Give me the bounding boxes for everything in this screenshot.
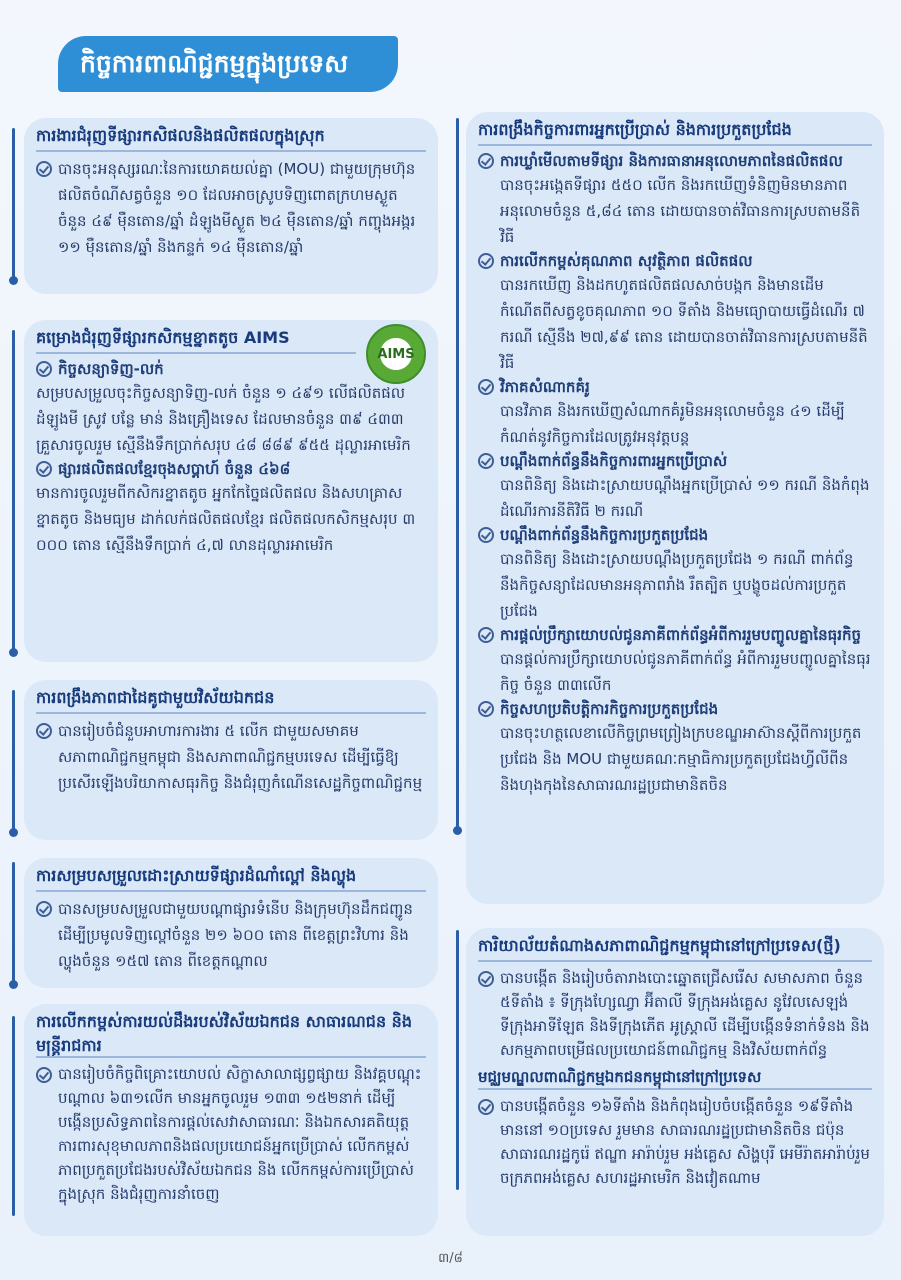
right-timeline-rail (456, 930, 459, 1190)
subsection-body: បានចុះអង្កេតទីផ្សារ ៥៥០ លើក និងរកឃើញទំនិញមិនមានភាពអនុលោមចំនួន ៥,៨៤ តោន ដោយបានចាត់វិធានការស្របតាមនីតិវិធី (500, 176, 861, 246)
left-timeline-dot (9, 648, 18, 657)
subsection-title (478, 698, 872, 720)
list-item (478, 1094, 872, 1190)
check-circle-icon (36, 461, 52, 477)
right-timeline-dot (453, 826, 462, 835)
subsection-title (478, 450, 872, 472)
list-item (36, 156, 426, 260)
check-circle-icon (478, 971, 494, 987)
section-heading: ការិយាល័យតំណាងសភាពាណិជ្ជកម្មកម្ពុជានៅក្រៅប្រទេស(ថ្មី) (478, 934, 872, 962)
page-number: ៣/៨ (438, 1251, 463, 1266)
subsection-title-text: ផ្សារផលិតផលខ្មែរចុងសប្ដាហ៍ ចំនួន ៤៦៨ (58, 460, 291, 478)
subsection-body: បានចុះហត្ថលេខាលើកិច្ចព្រមព្រៀងក្របខណ្ឌអាស៊ានស្ដីពីការប្រកួតប្រជែង និង MOU ជាមួយគណៈកម្មាធិការប្រកួតប្រជែងហ្វីលីពីន និងហុងកុងនៃសាធារណរដ្ឋប្រជាមានិតចិន (500, 724, 862, 794)
check-circle-icon (478, 1099, 494, 1115)
subsection-body: បានវិភាគ និងរកឃើញសំណាកគំរូមិនអនុលោមចំនួន ៤១ ដើម្បីកំណត់នូវកិច្ចការដែលត្រូវអនុវត្តបន្ត (500, 402, 845, 446)
left-timeline-dot (9, 276, 18, 285)
section-local-market-promotion (24, 118, 438, 294)
item-text: បានចុះអនុស្សរណៈនៃការយោគយល់គ្នា (MOU) ជាមួយក្រុមហ៊ុនផលិតចំណីសត្វចំនួន ១០ ដែលអាចស្រូបទិញពោតក្រហមស្ងួតចំនួន ៤៩ ម៉ឺនតោន/ឆ្នាំ ដំឡូងមីស្ងួត ២៤ ម៉ឺនតោន/ឆ្នាំ កញ្ចុងអង្ករ ១១ ម៉ឺនតោន/ឆ្នាំ និងកន្ទក់ ១៤ ម៉ឺនតោន/ឆ្នាំ (58, 160, 416, 256)
subsection-heading: មជ្ឈមណ្ឌលពាណិជ្ជកម្មឯកជនកម្ពុជានៅក្រៅប្រទេស (478, 1066, 872, 1090)
left-timeline-rail (12, 690, 15, 830)
item-text: បានសម្របសម្រួលជាមួយបណ្ដាផ្សារទំនើប និងក្រុមហ៊ុនដឹកជញ្ជូនដើម្បីប្រមូលទិញល្ពៅចំនួន ២១ ៦០០ តោន ពីខេត្តព្រះវិហារ និងល្ហុងចំនួន ១៥៧ តោន ពីខេត្តកណ្ដាល (58, 900, 413, 970)
section-awareness-raising (24, 1004, 438, 1236)
subsection-title (36, 458, 426, 480)
check-circle-icon (36, 1067, 52, 1083)
section-heading: ការសម្របសម្រួលដោះស្រាយទីផ្សារដំណាំល្ពៅ និងល្ហុង (36, 864, 426, 892)
left-timeline-rail (12, 330, 15, 650)
section-heading: ការពង្រឹងកិច្ចការពារអ្នកប្រើប្រាស់ និងការប្រកួតប្រជែង (478, 118, 872, 146)
page-title: កិច្ចការពាណិជ្ជកម្មក្នុងប្រទេស (58, 36, 398, 92)
section-heading: ការលើកកម្ពស់ការយល់ដឹងរបស់វិស័យឯកជន សាធារណជន និងមន្ត្រីរាជការ (36, 1010, 426, 1058)
subsection-body: បានពិនិត្យ និងដោះស្រាយបណ្ដឹងប្រកួតប្រជែង ១ ករណី ពាក់ព័ន្ធនឹងកិច្ចសន្យាដែលមានអនុភាពរាំង រឹតត្បិត ឬបង្ខូចដល់ការប្រកួតប្រជែង (500, 550, 854, 620)
subsection-body: បានផ្ដល់ការប្រឹក្សាយោបល់ជូនភាគីពាក់ព័ន្ធ អំពីការរួមបញ្ចូលគ្នានៃធុរកិច្ច ចំនួន ៣៣លើក (500, 650, 871, 694)
section-private-sector-partnership (24, 680, 438, 840)
subsection-title-text: ការផ្ដល់ប្រឹក្សាយោបល់ជូនភាគីពាក់ព័ន្ធអំពីការរួមបញ្ចូលគ្នានៃធុរកិច្ច (500, 626, 862, 644)
left-timeline-dot (9, 980, 18, 989)
item-text: បានរៀបចំកិច្ចពិគ្រោះយោបល់ សិក្ខាសាលាផ្សព្វផ្សាយ និងវគ្គបណ្ដុះបណ្ដាល ៦៣១លើក មានអ្នកចូលរួម ១៣៣ ១៥២នាក់ ដើម្បីបង្កើនប្រសិទ្ធភាពនៃការផ្ដល់សេវាសាធារណៈ និងឯកសារគតិយុត្ត ការពារសុខុមាលភាពនិងផលប្រយោជន៍អ្នកប្រើប្រាស់ លើកកម្ពស់ភាពប្រកួតប្រជែងរបស់វិស័យឯកជន និង លើកកម្ពស់ការប្រើប្រាស់ក្នុងស្រុក និងជំរុញការនាំចេញ (58, 1065, 422, 1203)
section-aims-project (24, 320, 438, 662)
check-circle-icon (478, 701, 494, 717)
subsection-title-text: បណ្ដឹងពាក់ព័ន្ធនឹងកិច្ចការពារអ្នកប្រើប្រាស់ (500, 452, 728, 470)
subsection-title (478, 150, 872, 172)
item-text: បានបង្កើត និងរៀបចំតារាងបោះឆ្នោតជ្រើសរើស សមាសភាព ចំនួន ៥ទីតាំង ៖ ទីក្រុងហ្សែណ្វា អ៊ីតាលី ទីក្រុងអង់គ្លេស នូវែលសេឡង់ ទីក្រុងអាទីឡែត និងទីក្រុងភើត អូស្ត្រាលី ដើម្បីបង្កើនទំនាក់ទំនង និងសកម្មភាពបម្រើផលប្រយោជន៍ពាណិជ្ជកម្ម និងវិស័យពាក់ព័ន្ធ (500, 969, 870, 1059)
left-timeline-rail (12, 862, 15, 982)
subsection-title (478, 524, 872, 546)
check-circle-icon (478, 253, 494, 269)
subsection-title-text: វិភាគសំណាកគំរូ (500, 378, 590, 396)
section-heading: ការងារជំរុញទីផ្សារកសិផលនិងផលិតផលក្នុងស្រុក (36, 124, 426, 152)
check-circle-icon (478, 379, 494, 395)
subsection-body: មានការចូលរួមពីកសិករខ្នាតតូច អ្នកកែច្នៃផលិតផល និងសហគ្រាសខ្នាតតូច និងមធ្យម ដាក់លក់ផលិតផលខ្មែរ ផលិតផលកសិកម្មសរុប ៣ ០០០ តោន ស្មើនឹងទឹកប្រាក់ ៤,៧ លានដុល្លារអាមេរិក (36, 484, 416, 554)
subsection-body: បានពិនិត្យ និងដោះស្រាយបណ្ដឹងអ្នកប្រើប្រាស់ ១១ ករណី និងកំពុងដំណើរការនីតិវិធី ២ ករណី (500, 476, 870, 520)
left-timeline-rail (12, 1016, 15, 1216)
check-circle-icon (36, 723, 52, 739)
subsection-title-text: ការលើកកម្ពស់គុណភាព សុវត្ថិភាព ផលិតផល (500, 252, 753, 270)
subsection-title-text: បណ្ដឹងពាក់ព័ន្ធនឹងកិច្ចការប្រកួតប្រជែង (500, 526, 709, 544)
check-circle-icon (478, 453, 494, 469)
list-item (36, 1062, 426, 1206)
subsection-title (478, 376, 872, 398)
subsection-title-text: កិច្ចសន្យាទិញ-លក់ (58, 360, 164, 378)
subsection-title-text: ការឃ្លាំមើលតាមទីផ្សារ និងការធានាអនុលោមភាពនៃផលិតផល (500, 152, 843, 170)
check-circle-icon (478, 627, 494, 643)
list-item (478, 966, 872, 1062)
check-circle-icon (36, 361, 52, 377)
left-timeline-rail (12, 128, 15, 278)
check-circle-icon (36, 901, 52, 917)
section-heading: ការពង្រឹងភាពជាដៃគូជាមួយវិស័យឯកជន (36, 686, 426, 714)
subsection-body: បានរកឃើញ និងដកហូតផលិតផលសាច់បង្កក និងមានដើមកំណើតពីសត្វខូចគុណភាព ១០ ទីតាំង និងមធ្យោបាយធ្វើដំណើរ ៧ ករណី ស្មើនឹង ២៧,៩៩ តោន ដោយបានចាត់វិធានការស្របតាមនីតិវិធី (500, 276, 868, 372)
check-circle-icon (36, 161, 52, 177)
subsection-title (478, 624, 872, 646)
right-timeline-rail (456, 118, 459, 828)
list-item (36, 896, 426, 974)
left-timeline-dot (9, 828, 18, 837)
section-consumer-protection-competition (466, 112, 884, 904)
section-heading: គម្រោងជំរុញទីផ្សារកសិកម្មខ្នាតតូច AIMS (36, 326, 356, 354)
check-circle-icon (478, 527, 494, 543)
item-text: បានរៀបចំជំនួបអាហារការងារ ៥ លើក ជាមួយសមាគមសភាពាណិជ្ជកម្មកម្ពុជា និងសភាពាណិជ្ជកម្មបរទេស ដើម្បីធ្វើឱ្យប្រសើរឡើងបរិយាកាសធុរកិច្ច និងជំរុញកំណើនសេដ្ឋកិច្ចពាណិជ្ជកម្ម (58, 722, 423, 792)
aims-logo: AIMS (366, 324, 426, 384)
subsection-title (478, 250, 872, 272)
section-pumpkin-papaya-market (24, 858, 438, 988)
subsection-title-text: កិច្ចសហប្រតិបត្តិការកិច្ចការប្រកួតប្រជែង (500, 700, 719, 718)
check-circle-icon (478, 153, 494, 169)
section-overseas-trade-offices (466, 928, 884, 1236)
item-text: បានបង្កើតចំនួន ១៦ទីតាំង និងកំពុងរៀបចំបង្កើតចំនួន ១៩ទីតាំង មាននៅ ១០ប្រទេស រួមមាន សាធារណរដ្ឋប្រជាមានិតចិន ជប៉ុន សាធារណរដ្ឋកូរ៉េ ឥណ្ឌា អារ៉ាប់រួម អង់គ្លេស សិង្ហបុរី អេមីរ៉ាតអារ៉ាប់រួម ចក្រភពអង់គ្លេស សហរដ្ឋអាមេរិក និងវៀតណាម (500, 1097, 870, 1187)
list-item (36, 718, 426, 796)
subsection-body: សម្របសម្រួលចុះកិច្ចសន្យាទិញ-លក់ ចំនួន ១ ៤៩១ លើផលិតផលដំឡូងមី ស្រូវ បន្លែ មាន់ និងគ្រឿងទេស ដែលមានចំនួន ៣៩ ៤៣៣ គ្រួសារចូលរួម ស្មើនឹងទឹកប្រាក់សរុប ៤៨ ៨៨៩ ៩៥៥ ដុល្លារអាមេរិក (36, 384, 411, 454)
